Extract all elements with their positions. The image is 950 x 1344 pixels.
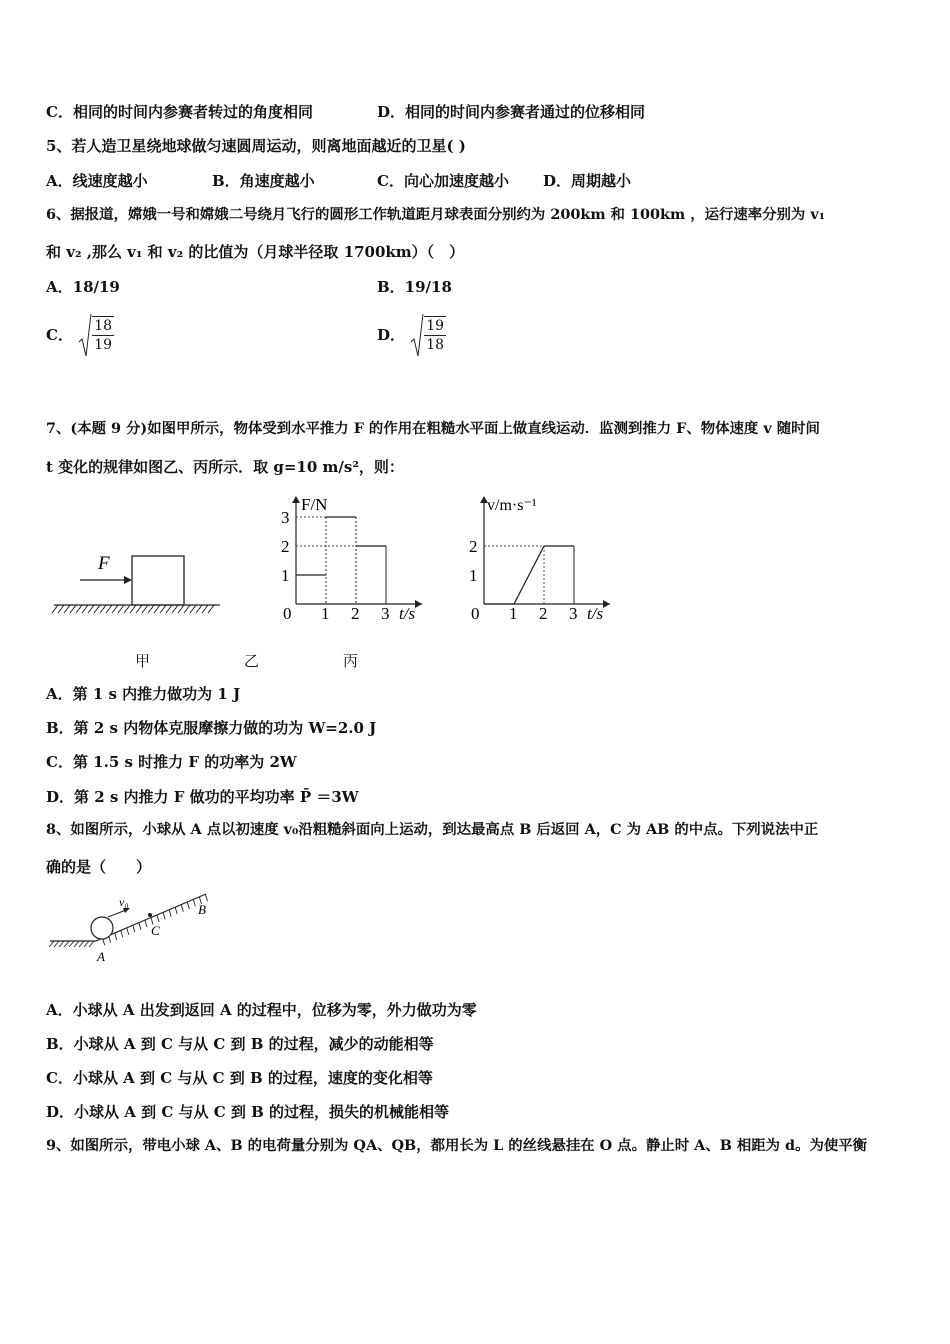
- force-f-label: F: [98, 553, 110, 574]
- ground-hatching: [49, 941, 94, 947]
- q6-option-a: A．18/19: [46, 278, 120, 296]
- sqrt-sign-icon: [78, 312, 92, 358]
- y-tick-label-2: 2: [469, 537, 478, 556]
- y-tick-label-2: 2: [281, 537, 290, 556]
- q6-stem-line1: 6、据报道，嫦娥一号和嫦娥二号绕月飞行的圆形工作轨道距月球表面分别约为 200km 和 100km ，运行速率分别为 v₁: [46, 206, 826, 223]
- q6-d-denominator: 18: [426, 337, 445, 353]
- q7-stem-line1: 7、(本题 9 分)如图甲所示，物体受到水平推力 F 的作用在粗糙水平面上做直线运动．监测到推力 F、物体速度 v 随时间: [46, 420, 820, 437]
- q6-option-d: [377, 312, 446, 362]
- q7-option-a: A．第 1 s 内推力做功为 1 J: [46, 685, 241, 703]
- q8-stem-line2: 确的是（ ）: [46, 858, 152, 876]
- q8-option-a: A．小球从 A 出发到返回 A 的过程中，位移为零，外力做功为零: [46, 1001, 477, 1019]
- y-axis-label: v/m·s⁻¹: [487, 497, 537, 514]
- q6-c-numerator: 18: [94, 318, 113, 334]
- velocity-arrow-shaft: [108, 910, 126, 917]
- q7-option-c: C．第 1.5 s 时推力 F 的功率为 2W: [46, 753, 297, 771]
- x-axis-label: t/s: [399, 604, 416, 623]
- ground-hatching: [52, 605, 214, 613]
- q7-option-d: D．第 2 s 内推力 F 做功的平均功率 P̄ ＝3W: [46, 788, 359, 806]
- x-axis-arrow: [603, 600, 610, 608]
- q5-option-a: A．线速度越小: [46, 172, 148, 190]
- force-arrow-head: [124, 576, 132, 584]
- q6-option-d-label: D．: [377, 326, 406, 344]
- q8-option-c: C．小球从 A 到 C 与从 C 到 B 的过程，速度的变化相等: [46, 1069, 433, 1087]
- q6-stem-line2: 和 v₂ ,那么 v₁ 和 v₂ 的比值为（月球半径取 1700km）（ ）: [46, 243, 465, 261]
- q6-option-b: B．19/18: [377, 278, 452, 296]
- label-c: C: [151, 923, 160, 938]
- block: [132, 556, 184, 605]
- q5-option-c: C．向心加速度越小: [377, 172, 509, 190]
- q6-option-c: [46, 312, 114, 362]
- q8-option-b: B．小球从 A 到 C 与从 C 到 B 的过程，减少的动能相等: [46, 1035, 434, 1053]
- sqrt-sign-icon: [410, 312, 424, 358]
- q6-d-numerator: 19: [426, 318, 445, 334]
- chart-yi-force-time: [272, 490, 432, 625]
- q5-stem: 5、若人造卫星绕地球做匀速圆周运动，则离地面越近的卫星( ): [46, 137, 466, 155]
- x-tick-label-3: 3: [569, 604, 578, 623]
- label-b: B: [198, 902, 206, 917]
- q8-stem-line1: 8、如图所示，小球从 A 点以初速度 v₀沿粗糙斜面向上运动，到达最高点 B 后返回 A，C 为 AB 的中点。下列说法中正: [46, 821, 819, 838]
- caption-yi: 乙: [244, 652, 260, 670]
- q7-option-b: B．第 2 s 内物体克服摩擦力做的功为 W=2.0 J: [46, 719, 377, 737]
- q4-option-c: C．相同的时间内参赛者转过的角度相同: [46, 103, 313, 121]
- y-tick-label-1: 1: [469, 566, 478, 585]
- x-tick-label-3: 3: [381, 604, 390, 623]
- y-axis-arrow: [292, 496, 300, 503]
- x-tick-label-2: 2: [539, 604, 548, 623]
- point-c: [148, 913, 152, 917]
- label-a: A: [97, 949, 105, 964]
- q8-option-d: D．小球从 A 到 C 与从 C 到 B 的过程，损失的机械能相等: [46, 1103, 449, 1121]
- q6-option-c-label: C．: [46, 326, 73, 344]
- caption-bing: 丙: [343, 652, 359, 670]
- caption-jia: 甲: [135, 652, 151, 670]
- y-axis-label: F/N: [301, 495, 328, 514]
- q6-c-denominator: 19: [94, 337, 113, 353]
- x-axis-label: t/s: [587, 604, 604, 623]
- q9-stem-line1: 9、如图所示，带电小球 A、B 的电荷量分别为 QA、QB，都用长为 L 的丝线悬挂在 O 点。静止时 A、B 相距为 d。为使平衡: [46, 1137, 868, 1154]
- x-tick-label-1: 1: [509, 604, 518, 623]
- x-tick-label-0: 0: [283, 604, 292, 623]
- y-tick-label-1: 1: [281, 566, 290, 585]
- chart-bing-velocity-time: [460, 490, 620, 625]
- x-tick-label-1: 1: [321, 604, 330, 623]
- velocity-line: [484, 546, 574, 604]
- y-tick-label-3: 3: [281, 508, 290, 527]
- q5-option-d: D．周期越小: [543, 172, 632, 190]
- figure-incline-ball: [46, 890, 221, 970]
- q5-option-b: B．角速度越小: [212, 172, 315, 190]
- q4-option-d: D．相同的时间内参赛者通过的位移相同: [377, 103, 646, 121]
- x-tick-label-0: 0: [471, 604, 480, 623]
- ball: [91, 917, 113, 939]
- label-v0: v₀: [119, 895, 129, 909]
- x-axis-arrow: [415, 600, 422, 608]
- q7-stem-line2: t 变化的规律如图乙、丙所示．取 g=10 m/s²，则：: [46, 458, 404, 476]
- figure-jia-block-on-ground: [50, 545, 225, 620]
- x-tick-label-2: 2: [351, 604, 360, 623]
